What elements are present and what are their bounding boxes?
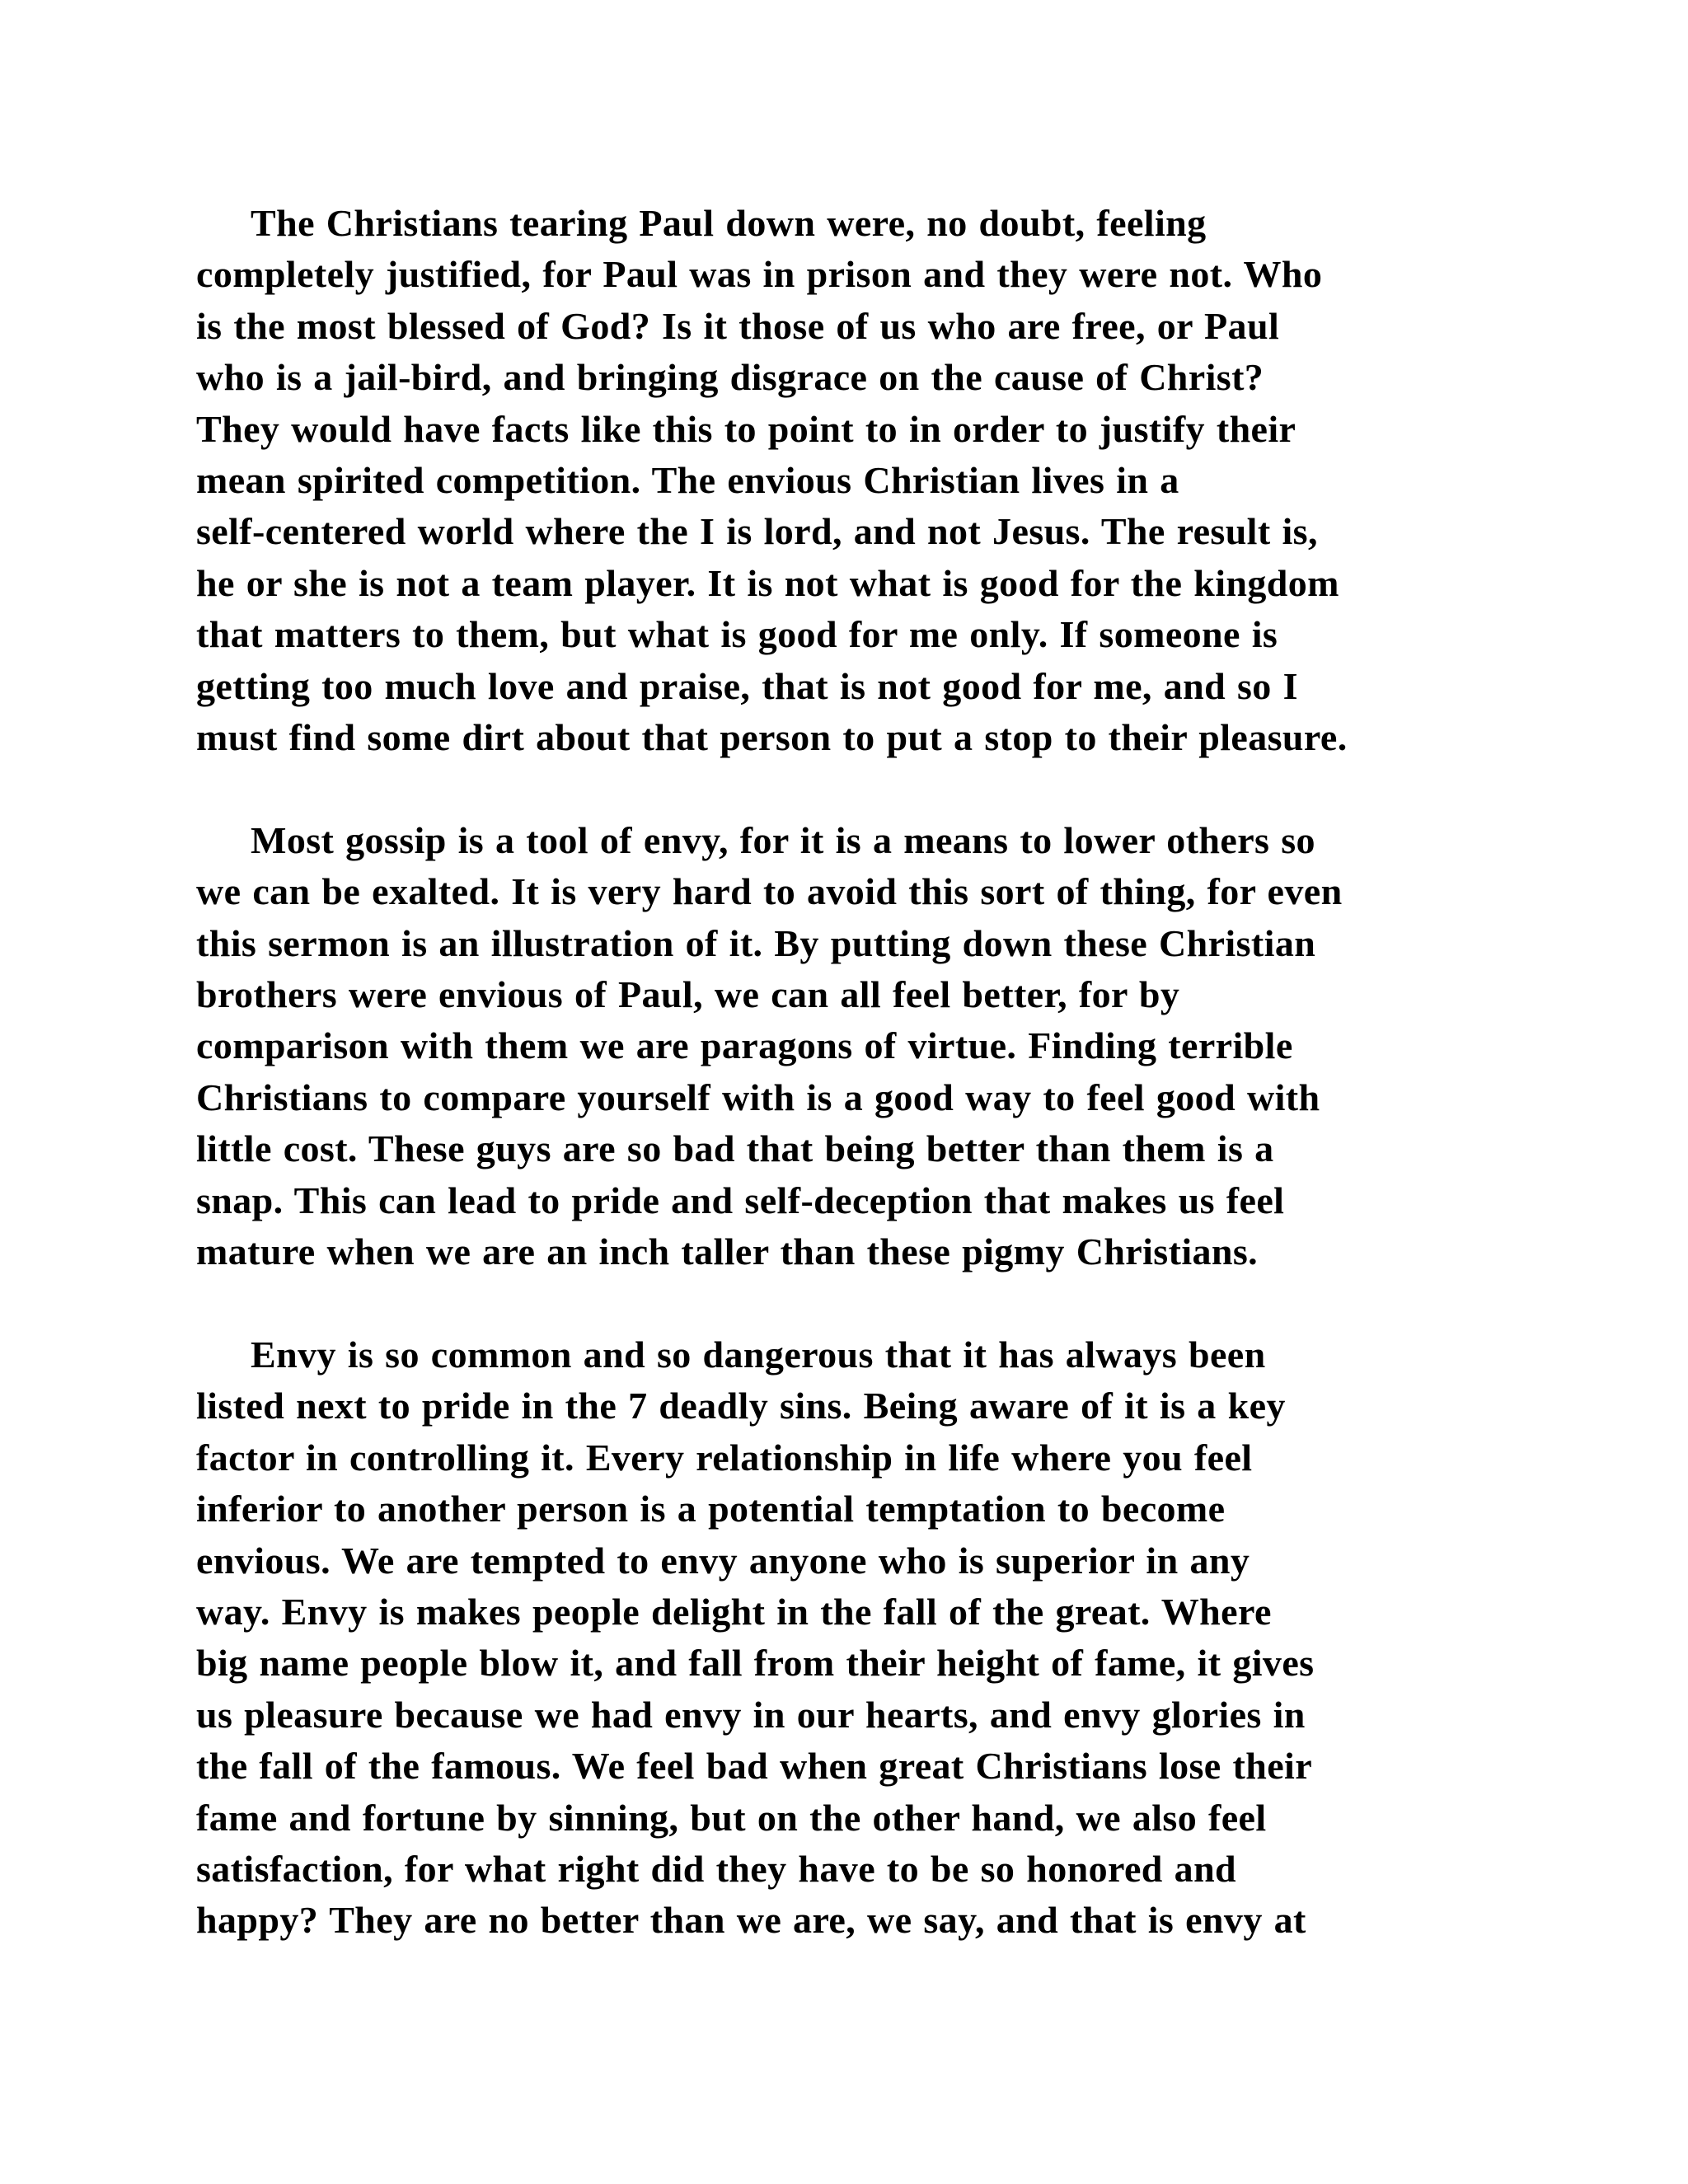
text-line: Most gossip is a tool of envy, for it is a means to lower others so <box>251 818 1315 861</box>
text-line: completely justified, for Paul was in prison and they were not. Who <box>196 253 1323 296</box>
text-line: They would have facts like this to point to in order to justify their <box>196 407 1296 450</box>
text-line: is the most blessed of God? Is it those of us who are free, or Paul <box>196 304 1280 347</box>
text-line: envious. We are tempted to envy anyone who is superior in any <box>196 1539 1250 1582</box>
paragraph-2 <box>196 815 1498 1278</box>
text-line: factor in controlling it. Every relationship in life where you feel <box>196 1436 1253 1479</box>
text-line: mature when we are an inch taller than these pigmy Christians. <box>196 1230 1259 1273</box>
body-text <box>196 198 1498 1947</box>
text-line: The Christians tearing Paul down were, no doubt, feeling <box>251 202 1207 244</box>
text-line: must find some dirt about that person to put a stop to their pleasure. <box>196 716 1348 759</box>
text-line: us pleasure because we had envy in our hearts, and envy glories in <box>196 1693 1306 1736</box>
text-line: Christians to compare yourself with is a good way to feel good with <box>196 1076 1320 1118</box>
text-line: listed next to pride in the 7 deadly sins. Being aware of it is a key <box>196 1385 1286 1427</box>
text-line: satisfaction, for what right did they have to be so honored and <box>196 1847 1237 1890</box>
text-line: the fall of the famous. We feel bad when great Christians lose their <box>196 1745 1313 1788</box>
text-line: inferior to another person is a potential temptation to become <box>196 1488 1226 1530</box>
text-line: happy? They are no better than we are, we say, and that is envy at <box>196 1899 1306 1942</box>
text-line: mean spirited competition. The envious Christian lives in a <box>196 459 1179 502</box>
text-line: we can be exalted. It is very hard to avoid this sort of thing, for even <box>196 870 1343 913</box>
text-line: little cost. These guys are so bad that being better than them is a <box>196 1127 1274 1170</box>
text-line: getting too much love and praise, that is not good for me, and so I <box>196 664 1298 707</box>
paragraph-1 <box>196 198 1498 763</box>
text-line: he or she is not a team player. It is not what is good for the kingdom <box>196 561 1339 604</box>
text-line: this sermon is an illustration of it. By putting down these Christian <box>196 921 1316 964</box>
text-line: fame and fortune by sinning, but on the other hand, we also feel <box>196 1796 1267 1839</box>
paragraph-3 <box>196 1329 1498 1947</box>
text-line: big name people blow it, and fall from their height of fame, it gives <box>196 1642 1315 1685</box>
text-line: brothers were envious of Paul, we can all feel better, for by <box>196 973 1180 1016</box>
text-line: that matters to them, but what is good for me only. If someone is <box>196 613 1278 656</box>
text-line: way. Envy is makes people delight in the fall of the great. Where <box>196 1590 1272 1633</box>
text-line: snap. This can lead to pride and self-deception that makes us feel <box>196 1179 1285 1221</box>
text-line: who is a jail-bird, and bringing disgrace on the cause of Christ? <box>196 356 1264 399</box>
text-line: self-centered world where the I is lord, and not Jesus. The result is, <box>196 510 1318 553</box>
text-line: Envy is so common and so dangerous that it has always been <box>251 1333 1266 1376</box>
text-line: comparison with them we are paragons of virtue. Finding terrible <box>196 1024 1293 1067</box>
